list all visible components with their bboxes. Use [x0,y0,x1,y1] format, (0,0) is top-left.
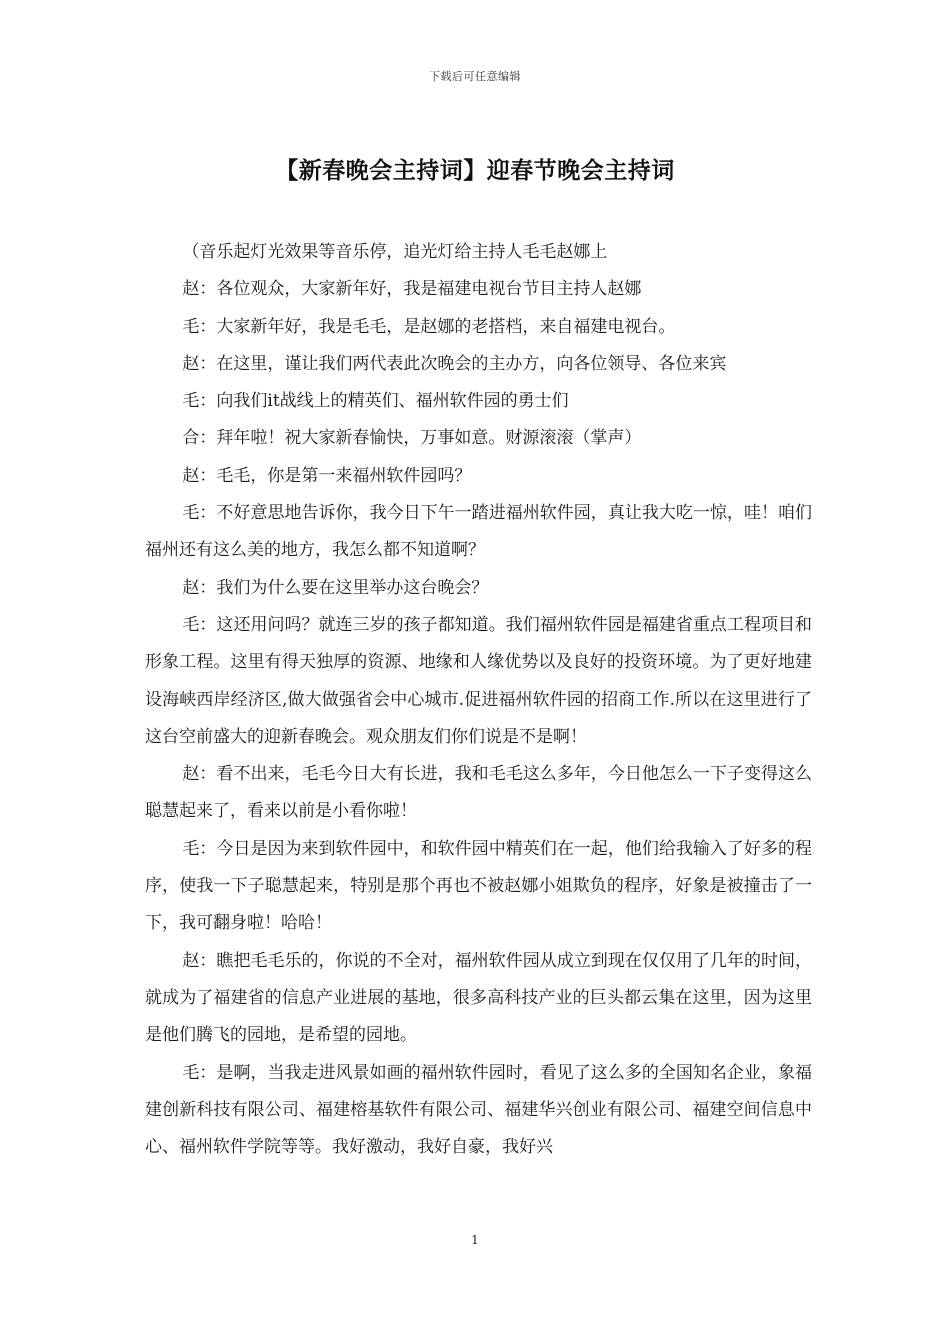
paragraph: 毛：不好意思地告诉你，我今日下午一踏进福州软件园，真让我大吃一惊，哇！咱们福州还有这么美的地方，我怎么都不知道啊？ [145,503,812,561]
document-body [145,234,812,1166]
paragraph: 赵：在这里，谨让我们两代表此次晚会的主办方，向各位领导、各位来宾 [182,353,727,374]
paragraph: 毛：大家新年好，我是毛毛，是赵娜的老搭档，来自福建电视台。 [182,316,676,337]
paragraph: 赵：毛毛，你是第一来福州软件园吗？ [182,465,472,486]
document-title: 【新春晚会主持词】迎春节晚会主持词 [275,157,675,184]
paragraph: 毛：是啊，当我走进风景如画的福州软件园时，看见了这么多的全国知名企业，象福建创新科技有限公司、福建榕基软件有限公司、福建华兴创业有限公司、福建空间信息中心、福州软件学院等等。我好激动，我好自豪，我好兴 [145,1062,812,1158]
paragraph: 赵：各位观众，大家新年好，我是福建电视台节目主持人赵娜 [182,279,642,300]
page-number: 1 [471,1233,479,1247]
paragraph: （音乐起灯光效果等音乐停，追光灯给主持人毛毛赵娜上 [182,242,608,262]
paragraph: 毛：这还用问吗？就连三岁的孩子都知道。我们福州软件园是福建省重点工程项目和形象工程。这里有得天独厚的资源、地缘和人缘优势以及良好的投资环境。为了更好地建设海峡西岸经济区,做大做强省会中心城市.促进福州软件园的招商工作.所以在这里进行了这台空前盛大的迎新春晚会。观众朋友们你们说是不是啊！ [145,614,812,747]
paragraph: 赵：我们为什么要在这里举办这台晚会？ [182,577,489,598]
paragraph: 赵：看不出来，毛毛今日大有长进，我和毛毛这么多年，今日他怎么一下子变得这么聪慧起来了，看来以前是小看你啦！ [145,764,812,822]
paragraph: 毛：向我们it战线上的精英们、福州软件园的勇士们 [182,391,569,412]
paragraph: 赵：瞧把毛毛乐的，你说的不全对，福州软件园从成立到现在仅仅用了几年的时间，就成为了福建省的信息产业进展的基地，很多高科技产业的巨头都云集在这里，因为这里是他们腾飞的园地，是希望的园地。 [145,950,812,1046]
paragraph: 合：拜年啦！祝大家新春愉快，万事如意。财源滚滚（掌声） [182,428,642,449]
paragraph: 毛：今日是因为来到软件园中，和软件园中精英们在一起，他们给我输入了好多的程序，使我一下子聪慧起来，特别是那个再也不被赵娜小姐欺负的程序，好象是被撞击了一下，我可翻身啦！哈哈！ [145,838,812,934]
header-note: 下载后可任意编辑 [429,70,521,83]
